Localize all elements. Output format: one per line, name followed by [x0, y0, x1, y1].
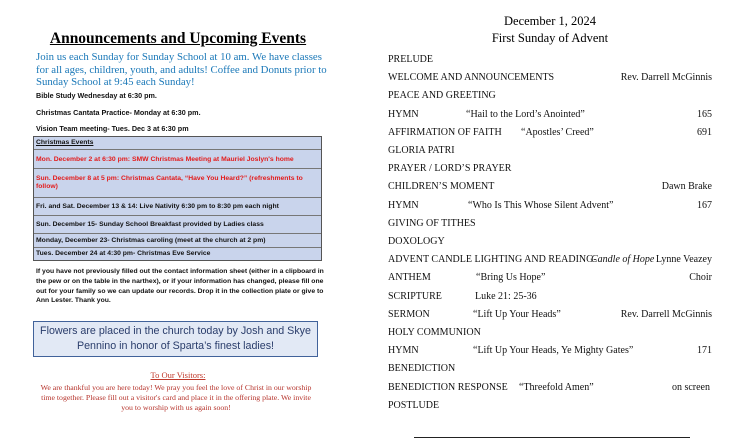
service-part-leader: 691	[697, 126, 712, 138]
service-part-label: PEACE AND GREETING	[388, 90, 496, 102]
service-part-label: SERMON	[388, 308, 430, 320]
service-part-label: PRAYER / LORD’S PRAYER	[388, 163, 512, 175]
service-part-leader: Lynne Veazey	[655, 254, 712, 266]
service-item	[388, 108, 712, 122]
bottom-divider	[414, 437, 690, 438]
christmas-events-heading: Christmas Events	[36, 139, 94, 146]
service-item	[388, 71, 712, 85]
event-breakfast: Sun. December 15- Sunday School Breakfast provided by Ladies class	[36, 221, 264, 228]
service-item	[388, 253, 712, 267]
service-item	[388, 381, 712, 395]
service-item	[388, 126, 712, 140]
event-row	[34, 248, 321, 259]
service-part-label: DOXOLOGY	[388, 236, 445, 247]
service-part-leader: 167	[697, 199, 712, 211]
service-part-label: AFFIRMATION OF FAITH	[388, 126, 502, 138]
christmas-events-heading-row	[34, 137, 321, 150]
visitors-welcome-text: We are thankful you are here today! We pray you feel the love of Christ in our worship time together. Please fill out a visitor's card and place it in the offering plate. We invite you to worship with us again soon!	[40, 383, 312, 412]
service-part-label: PRELUDE	[388, 54, 433, 65]
service-part-detail: “Apostles’ Creed”	[521, 126, 594, 138]
service-part-label: POSTLUDE	[388, 399, 440, 411]
event-christmas-eve: Tues. December 24 at 4:30 pm- Christmas Eve Service	[36, 250, 211, 257]
service-item	[388, 235, 712, 249]
service-part-label: ADVENT CANDLE LIGHTING AND READING-	[388, 254, 597, 266]
service-item	[388, 399, 712, 413]
event-live-nativity: Fri. and Sat. December 13 & 14: Live Nativity 6:30 pm to 8:30 pm each night	[36, 203, 279, 210]
event-row	[34, 216, 321, 234]
service-part-leader: Rev. Darrell McGinnis	[620, 72, 712, 84]
service-part-detail: Candle of Hope	[591, 254, 655, 266]
service-occasion: First Sunday of Advent	[491, 31, 609, 45]
service-part-label: BENEDICTION	[388, 363, 456, 375]
service-part-leader: on screen	[671, 381, 710, 393]
service-part-label: WELCOME AND ANNOUNCEMENTS	[388, 72, 555, 84]
service-part-leader: 171	[697, 345, 712, 357]
notice-cantata-practice: Christmas Cantata Practice- Monday at 6:30 pm.	[36, 108, 201, 117]
service-part-label: SCRIPTURE	[388, 290, 442, 302]
visitors-title: To Our Visitors:	[150, 370, 206, 380]
event-row	[34, 150, 321, 169]
notice-vision-team: Vision Team meeting- Tues. Dec 3 at 6:30 pm	[36, 124, 189, 133]
service-part-leader: Dawn Brake	[661, 181, 712, 193]
event-caroling: Monday, December 23- Christmas caroling (meet at the church at 2 pm)	[36, 237, 266, 244]
flowers-dedication: Flowers are placed in the church today by Josh and Skye Pennino in honor of Sparta’s finest ladies!	[33, 321, 318, 357]
service-part-detail: “Lift Up Your Heads, Ye Mighty Gates”	[473, 345, 634, 357]
service-part-detail: “Bring Us Hope”	[476, 272, 546, 284]
service-item	[388, 217, 712, 231]
service-part-label: HYMN	[388, 199, 419, 211]
sunday-school-intro: Join us each Sunday for Sunday School at 10 am. We have classes for all ages, children, youth, and adults! Coffee and Donuts prior to Sunday School at 9:45 each Sunday!	[36, 51, 327, 89]
service-part-label: HOLY COMMUNION	[388, 327, 481, 338]
service-item	[388, 162, 712, 176]
service-item	[388, 144, 712, 158]
service-part-label: HYMN	[388, 345, 419, 357]
notice-bible-study: Bible Study Wednesday at 6:30 pm.	[36, 91, 157, 100]
service-part-detail: “Lift Up Your Heads”	[473, 308, 561, 320]
service-part-label: GIVING OF TITHES	[388, 217, 476, 229]
service-item	[388, 180, 712, 194]
service-item	[388, 362, 712, 376]
announcements-title: Announcements and Upcoming Events	[49, 30, 307, 47]
service-part-detail: “Hail to the Lord’s Anointed”	[466, 108, 585, 120]
service-part-label: ANTHEM	[388, 272, 431, 284]
service-item	[388, 290, 712, 304]
service-item	[388, 344, 712, 358]
service-item	[388, 326, 712, 340]
event-row	[34, 198, 321, 216]
service-item	[388, 308, 712, 322]
service-part-leader: Rev. Darrell McGinnis	[620, 308, 712, 320]
service-part-label: GLORIA PATRI	[388, 145, 455, 156]
service-part-detail: “Threefold Amen”	[519, 381, 594, 393]
event-cantata: Sun. December 8 at 5 pm: Christmas Cantata, “Have You Heard?” (refreshments to follow)	[36, 175, 303, 190]
event-smw-meeting: Mon. December 2 at 6:30 pm: SMW Christmas Meeting at Mauriel Joslyn's home	[36, 156, 294, 163]
contact-info-note: If you have not previously filled out the contact information sheet (either in a clipboard in the pew or on the table in the narthex), or if your information has changed, please fill one out for your family so we can update our records. Drop it in the collection plate or give to Ann Lester. Thank you.	[36, 268, 324, 305]
service-part-leader: 165	[697, 108, 712, 120]
service-part-detail: “Who Is This Whose Silent Advent”	[468, 199, 614, 211]
service-part-detail: Luke 21: 25-36	[475, 290, 537, 302]
service-item	[388, 271, 712, 285]
service-item	[388, 53, 712, 67]
christmas-events-box	[33, 136, 322, 261]
event-row	[34, 169, 321, 198]
service-item	[388, 89, 712, 103]
service-date: December 1, 2024	[504, 14, 596, 28]
service-part-label: HYMN	[388, 108, 419, 120]
service-part-leader: Choir	[689, 272, 712, 284]
service-item	[388, 199, 712, 213]
event-row	[34, 234, 321, 248]
service-part-label: BENEDICTION RESPONSE	[388, 381, 508, 393]
service-part-label: CHILDREN’S MOMENT	[388, 181, 495, 193]
